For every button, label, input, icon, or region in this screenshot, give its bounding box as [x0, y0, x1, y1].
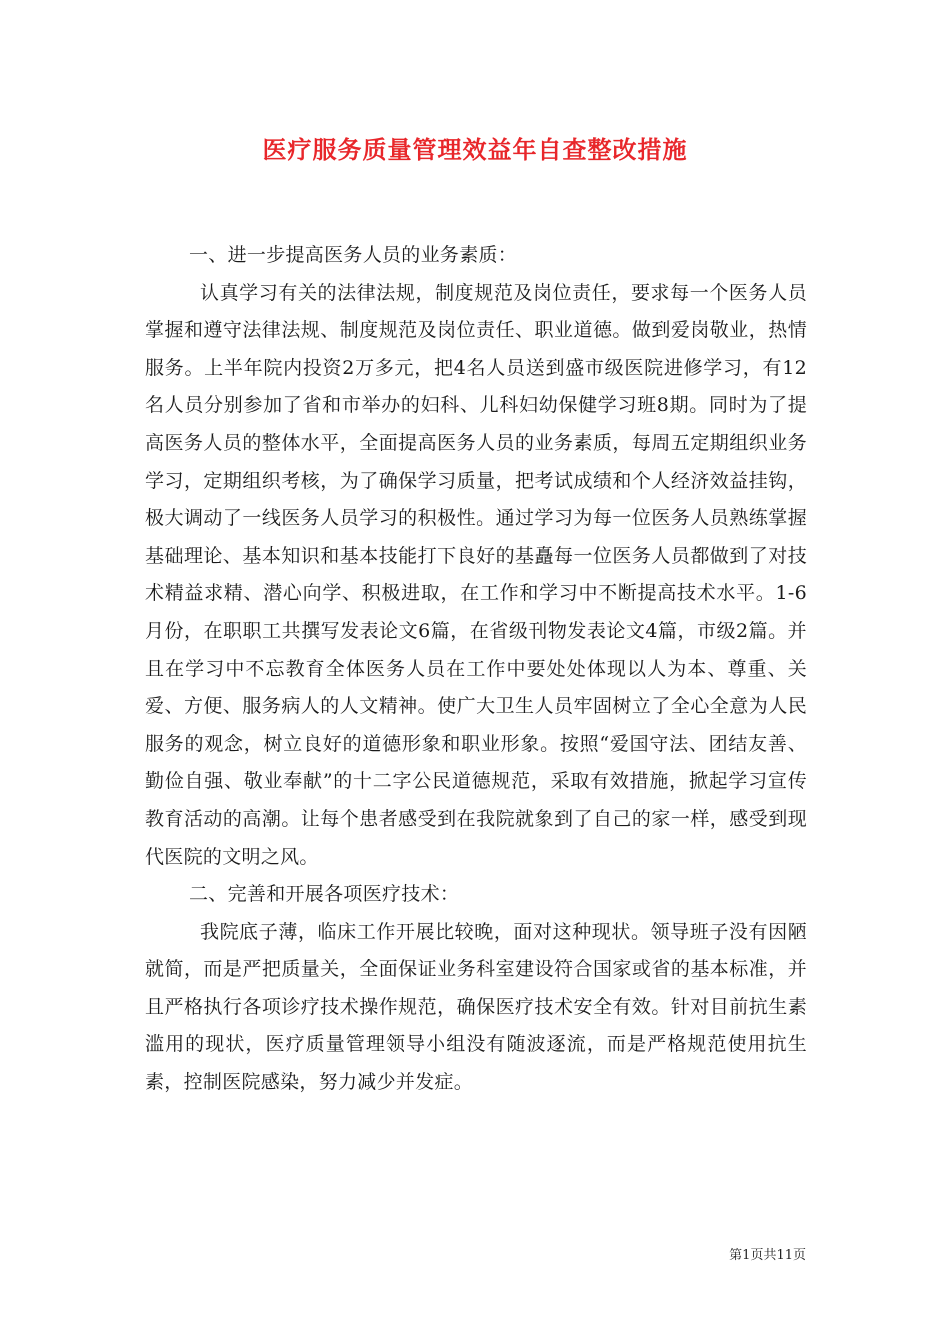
section-heading-1: 一、进一步提高医务人员的业务素质： — [189, 244, 518, 266]
section-heading-2: 二、完善和开展各项医疗技术： — [189, 883, 460, 906]
document-body — [145, 237, 807, 1102]
section-paragraph-2: 我院底子薄，临床工作开展比较晚，面对这种现状。领导班子没有因陋就简，而是严把质量关，全面保证业务科室建设符合国家或省的基本标准，并且严格执行各项诊疗技术操作规范，确保医疗技术安全有效。针对目前抗生素滥用的现状，医疗质量管理领导小组没有随波逐流，而是严格规范使用抗生素，控制医院感染，努力减少并发症。 — [145, 920, 807, 1094]
document-title: 医疗服务质量管理效益年自查整改措施 — [262, 135, 688, 164]
page-number: 第1页共11页 — [729, 1248, 806, 1263]
section-paragraph-1: 认真学习有关的法律法规，制度规范及岗位责任，要求每一个医务人员掌握和遵守法律法规、制度规范及岗位责任、职业道德。做到爱岗敬业，热情服务。上半年院内投资2万多元，把4名人员送到盛市级医院进修学习，有12名人员分别参加了省和市举办的妇科、儿科妇幼保健学习班8期。同时为了提高医务人员的整体水平，全面提高医务人员的业务素质，每周五定期组织业务学习，定期组织考核，为了确保学习质量，把考试成绩和个人经济效益挂钩，极大调动了一线医务人员学习的积极性。通过学习为每一位医务人员熟练掌握基础理论、基本知识和基本技能打下良好的基矗每一位医务人员都做到了对技术精益求精、潜心向学、积极进取，在工作和学习中不断提高技术水平。1-6月份，在职职工共撰写发表论文6篇，在省级刊物发表论文4篇，市级2篇。并且在学习中不忘教育全体医务人员在工作中要处处体现以人为本、尊重、关爱、方便、服务病人的人文精神。使广大卫生人员牢固树立了全心全意为人民服务的观念，树立良好的道德形象和职业形象。按照“爱国守法、团结友善、勤俭自强、敬业奉献”的十二字公民道德规范，采取有效措施，掀起学习宣传教育活动的高潮。让每个患者感受到在我院就象到了自己的家一样，感受到现代医院的文明之风。 — [145, 281, 807, 868]
